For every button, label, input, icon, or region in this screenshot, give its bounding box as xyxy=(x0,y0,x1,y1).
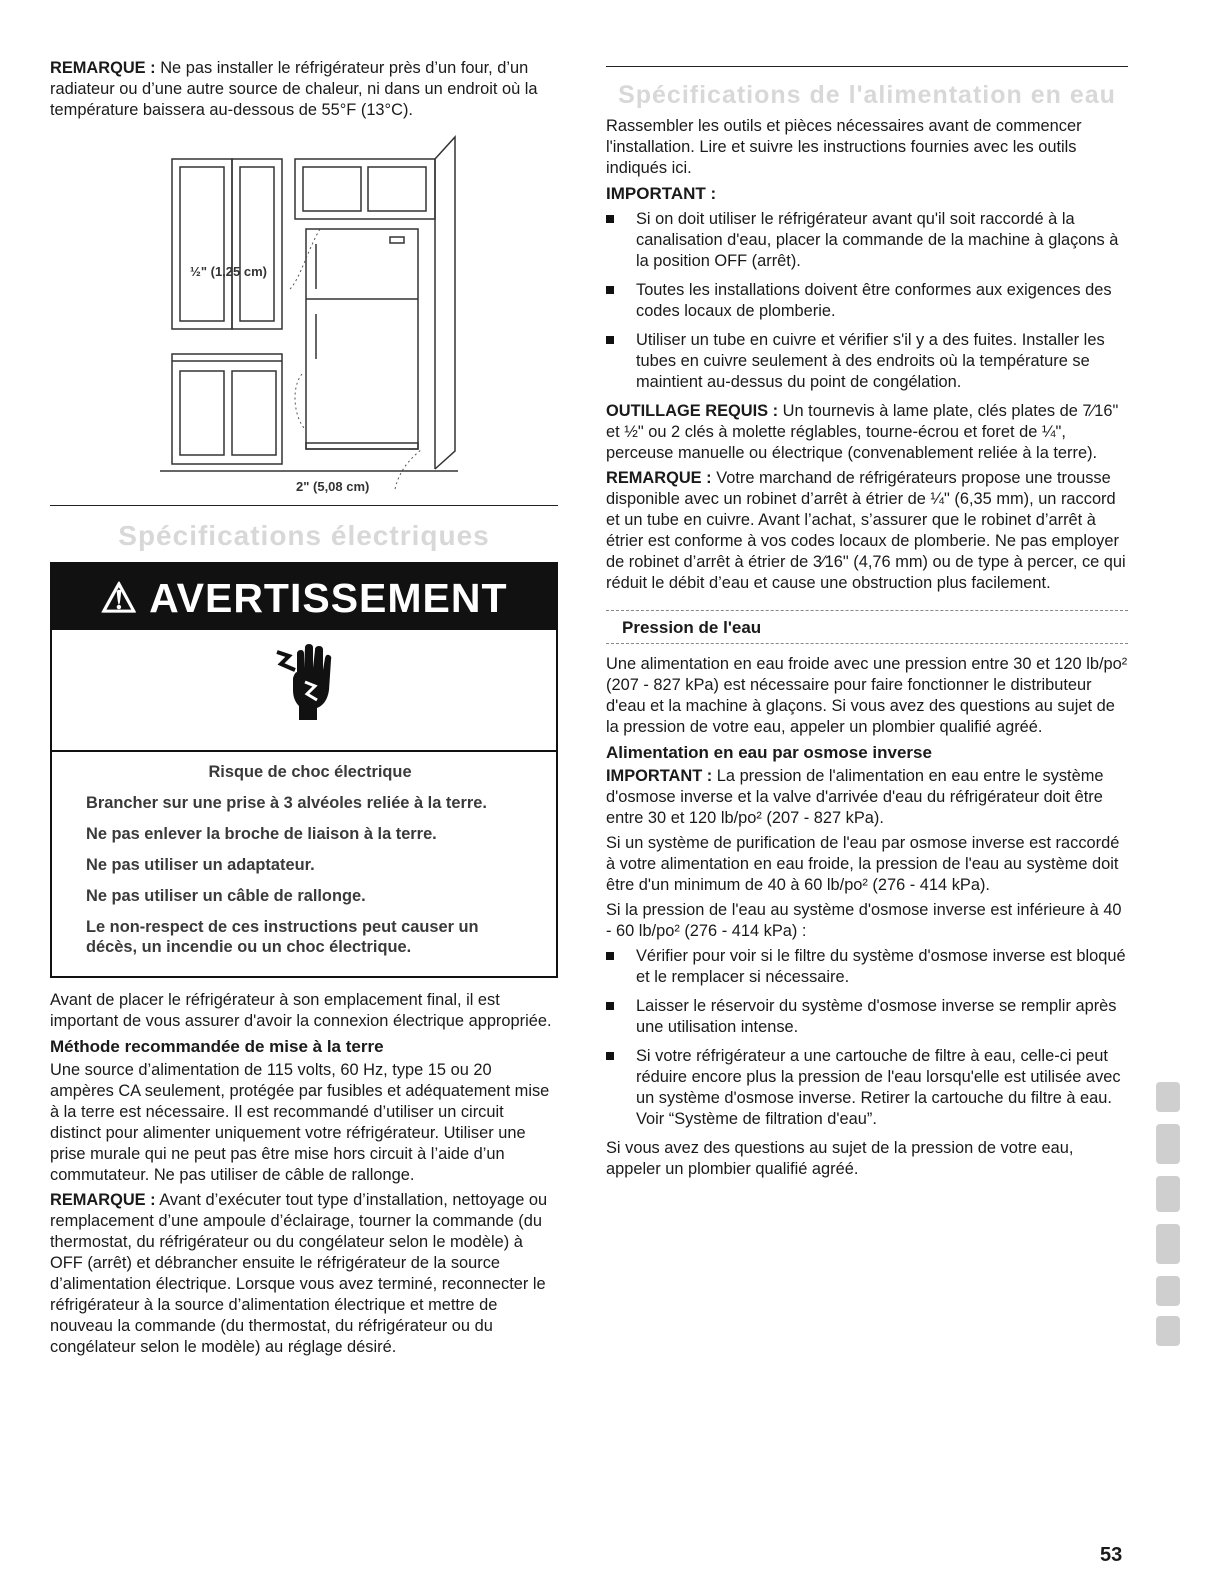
list-item xyxy=(606,946,1128,988)
bullet-icon xyxy=(606,1002,614,1010)
closing-paragraph: Si vous avez des questions au sujet de la pression de votre eau, appeler un plombier qualifié agréé. xyxy=(606,1139,1074,1178)
left-column xyxy=(50,58,558,1362)
list-item-text: Si votre réfrigérateur a une cartouche de filtre à eau, celle-ci peut réduire encore plus la pression de l'eau lorsqu'elle est utilisée avec un système d'osmose inverse. Retirer la cartouche du filtre à eau. Voir “Système de filtration d'eau”. xyxy=(636,1047,1121,1128)
section-divider xyxy=(606,66,1128,67)
ro-important-text: La pression de l'alimentation en eau entre le système d'osmose inverse et la valve d'arrivée d'eau du réfrigérateur doit être entre 30 et 120 lb/po² (207 - 827 kPa). xyxy=(606,767,1104,827)
water-pressure-heading: Pression de l'eau xyxy=(622,618,762,637)
warning-line: Ne pas utiliser un adaptateur. xyxy=(86,856,315,874)
ro-important-label: IMPORTANT : xyxy=(606,767,713,785)
electrical-intro: Avant de placer le réfrigérateur à son emplacement final, il est important de vous assurer d'avoir la connexion électrique appropriée. xyxy=(50,991,552,1030)
warning-line: Le non-respect de ces instructions peut causer un décès, un incendie ou un choc électrique. xyxy=(86,918,479,956)
top-clearance-label: ½" (1,25 cm) xyxy=(190,264,267,279)
tools-text: Un tournevis à lame plate, clés plates de 7⁄16" et ½" ou 2 clés à molette réglables, tourne-écrou et foret de ¼", perceuse manuelle ou électrique (convenablement reliée à la terre). xyxy=(606,402,1119,462)
list-item-text: Toutes les installations doivent être conformes aux exigences des codes locaux de plomberie. xyxy=(636,281,1112,320)
water-section-title: Spécifications de l'alimentation en eau xyxy=(618,81,1116,109)
water-pressure-text: Une alimentation en eau froide avec une pression entre 30 et 120 lb/po² (207 - 827 kPa) est nécessaire pour faire fonctionner le distributeur d'eau et la machine à glaçons. Si vous avez des questions au sujet de la pression de votre eau, appeler un plombier qualifié agréé. xyxy=(606,655,1128,736)
warning-line: Ne pas enlever la broche de liaison à la terre. xyxy=(86,825,437,843)
refrigerator-clearance-figure xyxy=(50,129,558,499)
warning-header xyxy=(52,564,556,630)
note-text: Ne pas installer le réfrigérateur près d’un four, d’un radiateur ou d’une autre source de chaleur, ni dans un endroit où la température baissera au-dessous de 55°F (13°C). xyxy=(50,59,538,119)
list-item xyxy=(606,330,1128,393)
install-note xyxy=(50,58,558,121)
warning-line: Brancher sur une prise à 3 alvéoles reliée à la terre. xyxy=(86,794,487,812)
list-item-text: Utiliser un tube en cuivre et vérifier s'il y a des fuites. Installer les tubes en cuivre seulement à des endroits où la température se maintient au-dessus du point de congélation. xyxy=(636,331,1105,391)
warning-triangle-icon: ⚠ xyxy=(100,575,139,621)
list-item xyxy=(606,209,1128,272)
list-item xyxy=(606,1046,1128,1130)
list-item-text: Vérifier pour voir si le filtre du système d'osmose inverse est bloqué et le remplacer si nécessaire. xyxy=(636,947,1126,986)
list-item xyxy=(606,996,1128,1038)
list-item-text: Laisser le réservoir du système d'osmose inverse se remplir après une utilisation intense. xyxy=(636,997,1117,1036)
bullet-icon xyxy=(606,215,614,223)
important-list xyxy=(606,209,1128,393)
reverse-osmosis-important xyxy=(606,766,1128,829)
warning-icon-area xyxy=(52,630,556,752)
warning-line: Ne pas utiliser un câble de rallonge. xyxy=(86,887,366,905)
section-divider xyxy=(50,505,558,506)
water-pressure-header-box xyxy=(606,610,1128,644)
grounding-method-text: Une source d’alimentation de 115 volts, 60 Hz, type 15 ou 20 ampères CA seulement, protégée par fusibles et adéquatement mise à la terre est nécessaire. Il est recommandé d’utiliser un circuit distinct pour alimenter uniquement votre réfrigérateur. Utiliser une prise murale qui ne peut pas être mise hors circuit à l’aide d’un commutateur. Ne pas utiliser de câble de rallonge. xyxy=(50,1061,550,1184)
warning-box xyxy=(50,562,558,978)
water-note xyxy=(606,468,1128,594)
note2-label: REMARQUE : xyxy=(50,1191,156,1209)
tools-label: OUTILLAGE REQUIS : xyxy=(606,402,779,420)
tools-required xyxy=(606,401,1128,464)
water-intro: Rassembler les outils et pièces nécessaires avant de commencer l'installation. Lire et suivre les instructions fournies avec les outils indiqués ici. xyxy=(606,117,1082,177)
page-number: 53 xyxy=(1100,1544,1123,1566)
bullet-icon xyxy=(606,1052,614,1060)
water-note-label: REMARQUE : xyxy=(606,469,712,487)
reverse-osmosis-paragraph: Si un système de purification de l'eau par osmose inverse est raccordé à votre alimentation en eau froide, la pression de l'eau au système doit être d'un minimum de 40 à 60 lb/po² (276 - 414 kPa). xyxy=(606,834,1120,894)
list-item-text: Si on doit utiliser le réfrigérateur avant qu'il soit raccordé à la canalisation d'eau, placer la commande de la machine à glaçons à la position OFF (arrêt). xyxy=(636,210,1119,270)
bullet-icon xyxy=(606,952,614,960)
reverse-osmosis-heading: Alimentation en eau par osmose inverse xyxy=(606,743,932,762)
water-note-text: Votre marchand de réfrigérateurs propose une trousse disponible avec un robinet d’arrêt à étrier de ¼" (6,35 mm), un raccord et un tube en cuivre. Avant l’achat, s’assurer que le robinet d’arrêt à étrier est conforme à vos codes locaux de plomberie. Ne pas employer de robinet d’arrêt à étrier de 3⁄16" (4,76 mm) ou de type à percer, ce qui réduit le débit d’eau et cause une obstruction plus facilement. xyxy=(606,469,1126,592)
warning-risk: Risque de choc électrique xyxy=(208,763,412,781)
electrical-note xyxy=(50,1190,558,1358)
note-label: REMARQUE : xyxy=(50,59,156,77)
right-column xyxy=(606,66,1128,1184)
grounding-method-heading: Méthode recommandée de mise à la terre xyxy=(50,1037,384,1056)
important-heading: IMPORTANT : xyxy=(606,184,717,203)
note2-text: Avant d’exécuter tout type d’installation, nettoyage ou remplacement d’une ampoule d’éclairage, tourner la commande (du thermostat, du réfrigérateur ou du congélateur selon le modèle) à OFF (arrêt) et débrancher ensuite le réfrigérateur de la source d’alimentation électrique. Lorsque vous avez terminé, reconnecter le réfrigérateur à la source d’alimentation électrique et mettre de nouveau la commande (du thermostat, du réfrigérateur ou du congélateur selon le modèle) au réglage désiré. xyxy=(50,1191,548,1356)
list-item xyxy=(606,280,1128,322)
electric-shock-hand-icon xyxy=(269,642,339,722)
bottom-clearance-label: 2" (5,08 cm) xyxy=(296,479,370,494)
warning-title: AVERTISSEMENT xyxy=(149,575,508,621)
warning-body xyxy=(52,752,556,976)
reverse-osmosis-list xyxy=(606,946,1128,1130)
reverse-osmosis-paragraph: Si la pression de l'eau au système d'osmose inverse est inférieure à 40 - 60 lb/po² (276 - 414 kPa) : xyxy=(606,901,1122,940)
bullet-icon xyxy=(606,336,614,344)
side-tab-decoration xyxy=(1148,1078,1188,1350)
bullet-icon xyxy=(606,286,614,294)
electrical-section-title: Spécifications électriques xyxy=(118,520,490,551)
